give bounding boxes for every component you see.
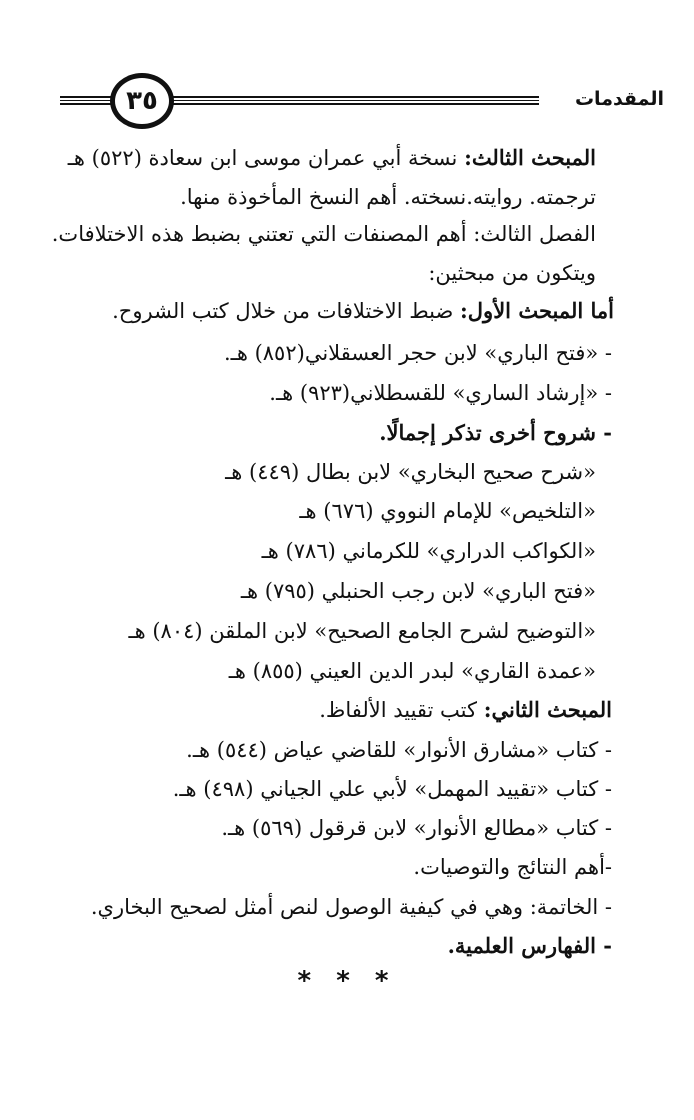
line-text: ويتكون من مبحثين: [428, 261, 596, 285]
line-text: كتب تقييد الألفاظ. [319, 698, 478, 722]
line-text: - كتاب «تقييد المهمل» لأبي علي الجياني (٤٩٨) هـ. [172, 777, 612, 801]
list-item [224, 338, 612, 368]
line-text: ضبط الاختلافات من خلال كتب الشروح. [112, 299, 454, 323]
line-text: «فتح الباري» لابن رجب الحنبلي (٧٩٥) هـ [240, 579, 596, 603]
list-item [91, 892, 612, 922]
list-item [173, 774, 612, 804]
running-header-title: المقدمات [574, 88, 664, 110]
text-line [180, 182, 596, 212]
page-number: ٣٥ [110, 73, 174, 129]
line-text: -أهم النتائج والتوصيات. [413, 855, 612, 879]
list-item: - الفهارس العلمية. [447, 933, 612, 958]
list-item [299, 496, 596, 526]
line-text: - الخاتمة: وهي في كيفية الوصول لنص أمثل لصحيح البخاري. [90, 895, 612, 919]
line-text: ترجمته. روايته.نسخته. أهم النسخ المأخوذة منها. [180, 185, 596, 209]
line-text: - كتاب «مشارق الأنوار» للقاضي عياض (٥٤٤) هـ. [186, 738, 612, 762]
list-item [229, 656, 596, 686]
list-item [262, 536, 596, 566]
line-text: - «إرشاد الساري» للقسطلاني(٩٢٣) هـ. [269, 381, 612, 405]
list-item [269, 378, 612, 408]
list-item [241, 576, 596, 606]
list-item [221, 813, 612, 843]
subsection-heading: - شروح أخرى تذكر إجمالًا. [379, 420, 612, 445]
list-item [186, 735, 612, 765]
line-text: «عمدة القاري» لبدر الدين العيني (٨٥٥) هـ [228, 659, 596, 683]
list-item [413, 852, 612, 882]
line-text: - «فتح الباري» لابن حجر العسقلاني(٨٥٢) هـ. [224, 341, 612, 365]
line-text: «التوضيح لشرح الجامع الصحيح» لابن الملقن (٨٠٤) هـ [128, 619, 596, 643]
list-item [128, 616, 596, 646]
line-text: «الكواكب الدراري» للكرماني (٧٨٦) هـ [261, 539, 596, 563]
text-line [52, 219, 596, 249]
list-item [225, 457, 596, 487]
text-line [68, 143, 596, 173]
text-line [428, 258, 596, 288]
line-text: «التلخيص» للإمام النووي (٦٧٦) هـ [299, 499, 596, 523]
section-label: المبحث الثالث: [464, 145, 596, 170]
section-end-ornament: * * * [297, 966, 397, 996]
section-label: المبحث الثاني: [483, 697, 612, 722]
line-text: «شرح صحيح البخاري» لابن بطال (٤٤٩) هـ [225, 460, 596, 484]
line-text: أهم المصنفات التي تعتني بضبط هذه الاختلافات. [51, 222, 467, 246]
section-label: الفصل الثالث: [473, 222, 596, 246]
line-text: - كتاب «مطالع الأنوار» لابن قرقول (٥٦٩) هـ. [221, 816, 612, 840]
line-text: نسخة أبي عمران موسى ابن سعادة (٥٢٢) هـ [67, 146, 458, 170]
text-line [112, 296, 614, 326]
text-line [319, 695, 612, 725]
section-label: أما المبحث الأول: [460, 298, 614, 323]
